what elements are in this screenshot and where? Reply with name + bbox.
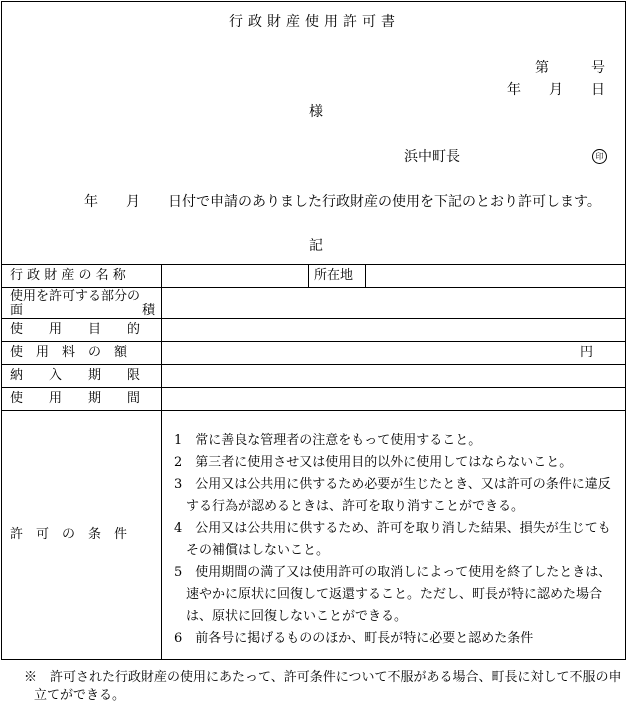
seal-icon: 印	[592, 149, 607, 164]
row-divider	[2, 410, 625, 411]
permit-document	[1, 1, 626, 660]
row-divider	[2, 287, 625, 288]
list-item: 4 公用又は公共用に供するため、許可を取り消した結果、損失が生じてもその補償はしないこと。	[174, 521, 611, 558]
period-label: 使 用 期 間	[10, 391, 141, 406]
column-divider	[161, 264, 162, 660]
list-item: 3 公用又は公共用に供するため必要が生じたとき、又は許可の条件に違反する行為が認めるときは、許可を取り消すことができる。	[174, 477, 611, 514]
location-divider	[365, 264, 366, 287]
area-label-line1: 使用を許可する部分の	[10, 289, 141, 304]
number-label: 第 号	[535, 60, 605, 76]
list-item: 5 使用期間の満了又は使用許可の取消しによって使用を終了したときは、速やかに原状に回復して返還すること。ただし、町長が特に認めた場合は、原状に回復しないことができる。	[174, 565, 612, 624]
property-name-label: 行 政 財 産 の 名 称	[10, 268, 126, 283]
document-title: 行政財産使用許可書	[229, 14, 400, 30]
row-divider	[2, 318, 625, 319]
fee-unit: 円	[580, 345, 594, 360]
row-divider	[2, 387, 625, 388]
list-item: 1 常に善良な管理者の注意をもって使用すること。	[174, 433, 482, 448]
fee-label: 使 用 料 の 額	[10, 345, 128, 360]
area-label-line2a: 面	[10, 303, 24, 318]
body-text: 年 月 日付で申請のありました行政財産の使用を下記のとおり許可します。	[84, 194, 601, 210]
conditions-list	[174, 430, 622, 650]
area-label-line2b: 積	[142, 303, 156, 318]
payment-deadline-label: 納 入 期 限	[10, 368, 141, 383]
conditions-label: 許 可 の 条 件	[10, 527, 128, 542]
date-label: 年 月 日	[507, 82, 605, 98]
addressee-suffix: 様	[309, 104, 323, 120]
issuer-name: 浜中町長	[404, 149, 460, 165]
ki-heading: 記	[309, 238, 323, 254]
row-divider	[2, 341, 625, 342]
row-divider	[2, 364, 625, 365]
list-item: 6 前各号に掲げるもののほか、町長が特に必要と認めた条件	[174, 631, 534, 646]
list-item: 2 第三者に使用させ又は使用目的以外に使用してはならないこと。	[174, 455, 573, 470]
table-top-border	[2, 264, 625, 265]
location-divider	[308, 264, 309, 287]
footnote: ※ 許可された行政財産の使用にあたって、許可条件について不服がある場合、町長に対して不服の申立てができる。	[24, 670, 622, 703]
purpose-label: 使 用 目 的	[10, 322, 141, 337]
location-label: 所在地	[314, 268, 354, 283]
